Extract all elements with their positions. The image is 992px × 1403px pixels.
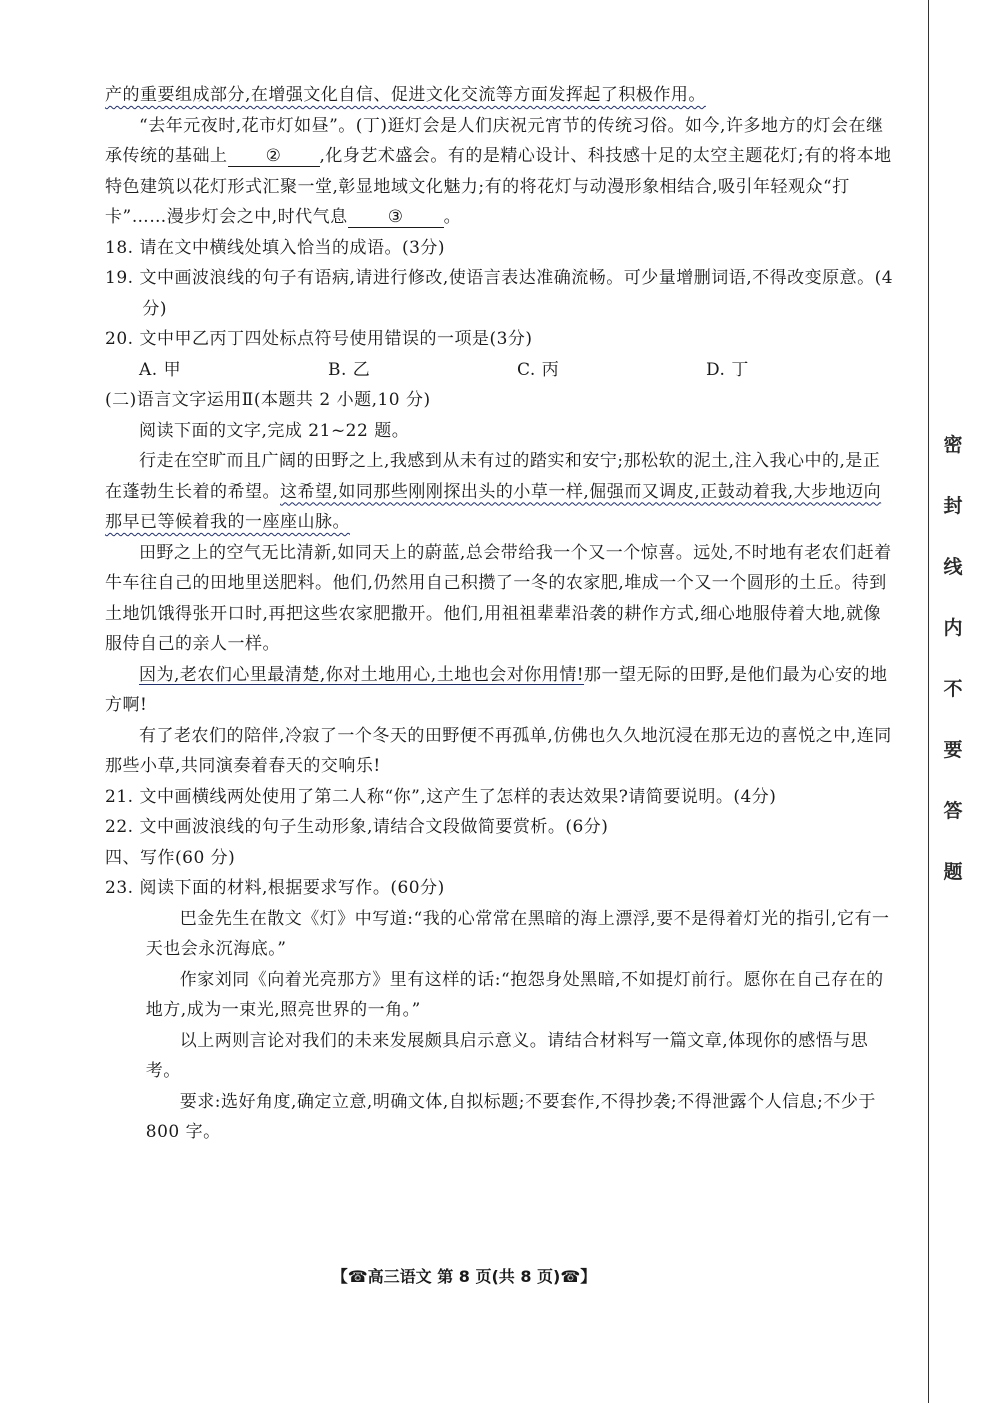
passage1-text-a: “去年元夜时,花市灯如昼”。(丁)逛灯会是人们庆祝元宵节的传统习俗。如今,许多地方的灯会在继承传统的基础上 — [105, 115, 884, 166]
passage2-paragraph-2: 田野之上的空气无比清新,如同天上的蔚蓝,总会带给我一个又一个惊喜。远处,不时地有老农们赶着牛车往自己的田地里送肥料。他们,仍然用自己积攒了一冬的农家肥,堆成一个又一个圆形的土丘。待到土地饥饿得张开口时,再把这些农家肥撒开。他们,用祖祖辈辈沿袭的耕作方式,细心地服侍着大地,就像服侍自己的亲人一样。 — [105, 542, 892, 654]
option-b: B. 乙 — [328, 359, 371, 380]
option-d: D. 丁 — [706, 359, 749, 380]
passage1-text-c: 。 — [443, 207, 462, 227]
material-3: 以上两则言论对我们的未来发展颇具启示意义。请结合材料写一篇文章,体现你的感悟与思考。 — [145, 1030, 869, 1081]
passage2-paragraph-3 — [105, 660, 895, 721]
blank-3: ③ — [348, 207, 444, 228]
passage2-paragraph-4: 有了老农们的陪伴,冷寂了一个冬天的田野便不再孤单,仿佛也久久地沉浸在那无边的喜悦之中,连同那些小草,共同演奏着春天的交响乐! — [105, 725, 892, 776]
binding-char: 要 — [943, 739, 963, 761]
question-20-options — [105, 355, 895, 386]
instruction-2: 阅读下面的文字,完成 21~22 题。 — [139, 420, 410, 441]
blank-2: ② — [228, 146, 320, 167]
binding-char: 密 — [943, 434, 963, 456]
question-20: 20. 文中甲乙丙丁四处标点符号使用错误的一项是(3分) — [105, 329, 533, 349]
binding-char: 线 — [943, 556, 963, 578]
wavy-sentence: 产的重要组成部分,在增强文化自信、促进文化交流等方面发挥起了积极作用。 — [105, 85, 706, 105]
binding-notice — [936, 430, 970, 918]
question-23: 23. 阅读下面的材料,根据要求写作。(60分) — [105, 878, 445, 898]
passage2-underlined-sentence: 因为,老农们心里最清楚,你对土地用心,土地也会对你用情! — [139, 664, 585, 685]
passage2-paragraph-1 — [105, 446, 895, 538]
binding-line — [928, 0, 929, 1403]
option-c: C. 丙 — [517, 359, 560, 380]
page-content — [105, 80, 895, 1148]
binding-char: 题 — [943, 861, 963, 883]
binding-char: 封 — [943, 495, 963, 517]
question-19: 19. 文中画波浪线的句子有语病,请进行修改,使语言表达准确流畅。可少量增删词语,不得改变原意。(4分) — [105, 268, 894, 319]
option-a: A. 甲 — [139, 359, 182, 380]
binding-char: 不 — [943, 678, 963, 700]
binding-char: 内 — [943, 617, 963, 639]
material-2: 作家刘同《向着光亮那方》里有这样的话:“抱怨身处黑暗,不如提灯前行。愿你在自己存在的地方,成为一束光,照亮世界的一角。” — [145, 969, 884, 1020]
question-18: 18. 请在文中横线处填入恰当的成语。(3分) — [105, 237, 446, 258]
passage2-text-rest: 那一望无际的田野,是他们最为心安的地方啊! — [105, 664, 888, 715]
passage1-text-b: ,化身艺术盛会。有的是精心设计、科技感十足的太空主题花灯;有的将本地特色建筑以花灯形式汇聚一堂,彰显地域文化魅力;有的将花灯与动漫形象相结合,吸引年轻观众“打卡”……漫步灯会之中,时代气息 — [105, 146, 892, 227]
material-4: 要求:选好角度,确定立意,明确文体,自拟标题;不要套作,不得抄袭;不得泄露个人信息;不少于 800 字。 — [145, 1091, 876, 1142]
question-22: 22. 文中画波浪线的句子生动形象,请结合文段做简要赏析。(6分) — [105, 817, 609, 837]
binding-char: 答 — [943, 800, 963, 822]
passage1-paragraph — [105, 111, 895, 233]
passage1-first-line — [105, 80, 895, 111]
material-1: 巴金先生在散文《灯》中写道:“我的心常常在黑暗的海上漂浮,要不是得着灯光的指引,它有一天也会永沉海底。” — [145, 908, 890, 959]
question-21: 21. 文中画横线两处使用了第二人称“你”,这产生了怎样的表达效果?请简要说明。(4分) — [105, 786, 777, 807]
passage2-wavy-sentence: 这希望,如同那些刚刚探出头的小草一样,倔强而又调皮,正鼓动着我,大步地迈向那早已等候着我的一座座山脉。 — [105, 481, 882, 532]
section-4-heading: 四、写作(60 分) — [105, 847, 236, 868]
passage2-text-a: 行走在空旷而且广阔的田野之上,我感到从未有过的踏实和安宁;那松软的泥土,注入我心中的,是正在蓬勃生长着的希望。 — [105, 451, 881, 502]
section-2-heading: (二)语言文字运用Ⅱ(本题共 2 小题,10 分) — [105, 390, 431, 410]
page-footer: 【☎高三语文 第 8 页(共 8 页)☎】 — [331, 1267, 597, 1286]
